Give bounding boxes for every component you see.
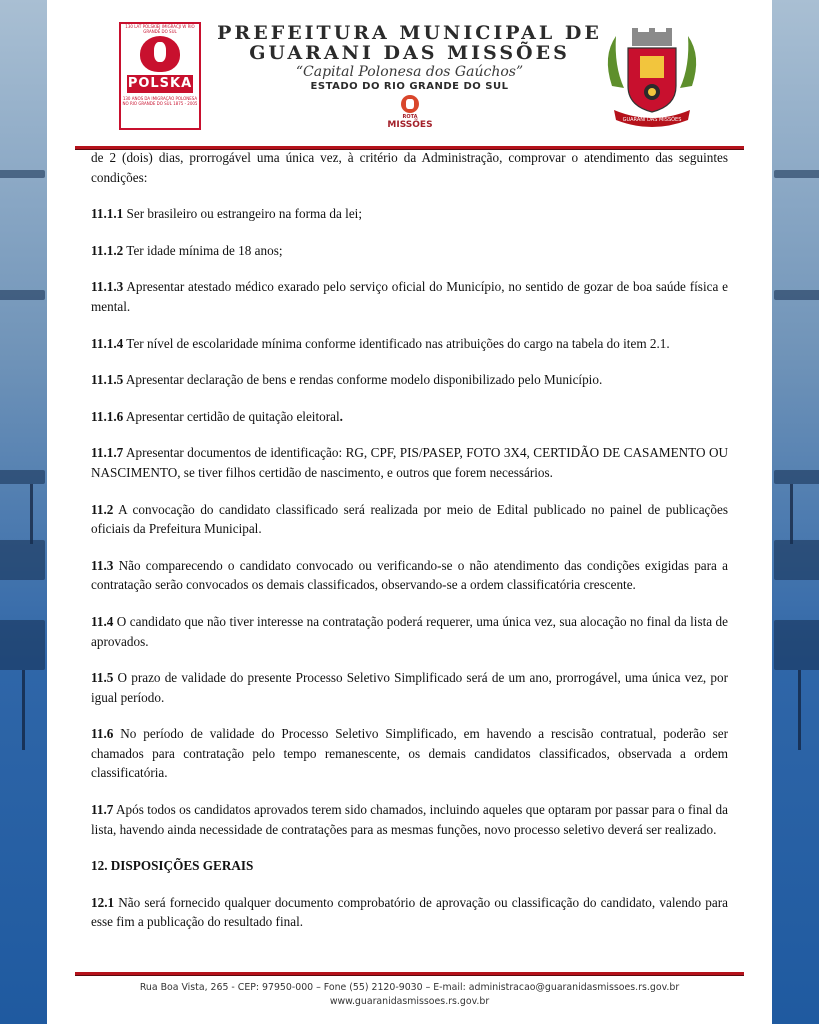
polska-logo-top-text: 130 LAT POLSKIEJ IMIGRACJI W RIO GRANDE DO SUL — [125, 24, 195, 34]
clause-number: 11.1.1 — [91, 206, 124, 222]
document-page — [47, 0, 772, 1024]
clause-11-1-2 — [91, 241, 728, 261]
clause-11-1-6 — [91, 407, 728, 427]
clause-number: 12.1 — [91, 894, 115, 910]
rota-logo-big-text: MISSÕES — [387, 120, 433, 130]
clause-11-3 — [91, 556, 728, 595]
clause-number: 11.5 — [91, 670, 114, 686]
footer-address: Rua Boa Vista, 265 - CEP: 97950-000 – Fone (55) 2120-9030 – E-mail: administracao@guaranidasmissoes.rs.gov.br — [139, 982, 680, 993]
clause-number: 11.2 — [91, 501, 114, 517]
clause-11-1-1 — [91, 204, 728, 224]
municipality-title-line2: GUARANI DAS MISSÕES — [249, 42, 570, 64]
clause-text: Apresentar declaração de bens e rendas conforme modelo disponibilizado pelo Município. — [123, 372, 603, 388]
background-left-panel — [0, 0, 47, 1024]
clause-number: 11.1.2 — [91, 242, 124, 258]
clause-number: 11.1.7 — [91, 445, 124, 461]
clause-11-2 — [91, 500, 728, 539]
clause-number: 11.1.4 — [91, 335, 124, 351]
clause-text: Ter idade mínima de 18 anos; — [123, 242, 283, 258]
clause-text: Ser brasileiro ou estrangeiro na forma da lei; — [123, 206, 363, 222]
clause-number: 11.1.5 — [91, 372, 124, 388]
clause-text: O prazo de validade do presente Processo Seletivo Simplificado será de um ano, prorrogável, uma única vez, por igual período. — [91, 670, 728, 705]
intro-paragraph: de 2 (dois) dias, prorrogável uma única vez, à critério da Administração, comprovar o atendimento das seguintes condições: — [91, 150, 728, 185]
clause-text: Apresentar documentos de identificação: RG, CPF, PIS/PASEP, FOTO 3X4, CERTIDÃO DE CASAMENTO OU NASCIMENTO, se tiver filhos certidão de nascimento, e outros que forem necessários. — [91, 445, 728, 480]
clause-11-5 — [91, 668, 728, 707]
clause-text: O candidato que não tiver interesse na contratação poderá requerer, uma única vez, sua alocação no final da lista de aprovados. — [91, 613, 728, 649]
clause-11-7 — [91, 800, 728, 839]
clause-number: 11.1.6 — [91, 408, 124, 424]
letterhead — [47, 0, 772, 148]
rota-logo-small-text: ROTA — [402, 114, 418, 120]
municipality-title-line1: PREFEITURA MUNICIPAL DE — [217, 22, 602, 44]
section-heading — [91, 856, 728, 876]
coat-of-arms-icon — [602, 26, 702, 130]
rota-missoes-logo — [385, 95, 435, 133]
background-right-panel — [772, 0, 819, 1024]
clause-text: Apresentar atestado médico exarado pelo serviço oficial do Município, no sentido de gozar de boa saúde física e mental. — [91, 279, 728, 314]
coat-of-arms-text: GUARANI DAS MISSÕES — [622, 117, 682, 123]
clause-text: Não comparecendo o candidato convocado ou verificando-se o não atendimento das condições exigidas para a contratação serão convocados os demais classificados, observando-se a ordem classificatória crescente. — [91, 557, 728, 593]
clause-12-1 — [91, 893, 728, 932]
clause-11-1-3 — [91, 277, 728, 316]
clause-number: 11.6 — [91, 726, 114, 742]
clause-11-6 — [91, 724, 728, 783]
clause-number: 11.3 — [91, 557, 114, 573]
clause-11-1-4 — [91, 334, 728, 354]
clause-11-1-7 — [91, 443, 728, 482]
clause-number: 11.1.3 — [91, 279, 124, 295]
clause-number: 11.4 — [91, 613, 114, 629]
clause-11-1-5 — [91, 370, 728, 390]
polska-logo-bottom-text: 130 ANOS DA IMIGRAÇÃO POLONESA NO RIO GRANDE DO SUL 1875 - 2005 — [122, 96, 198, 106]
clause-text: No período de validade do Processo Seletivo Simplificado, em havendo a rescisão contratual, poderão ser chamados para contratação pelo tempo remanescente, os demais candidatos classificados, observada a ordem classificatória. — [91, 726, 728, 781]
document-body — [91, 148, 728, 949]
clause-number: 11.7 — [91, 802, 114, 818]
clause-11-4 — [91, 612, 728, 651]
clause-text: Não será fornecido qualquer documento comprobatório de aprovação ou classificação do candidato, valendo para esse fim a publicação do resultado final. — [91, 894, 728, 930]
clause-text: A convocação do candidato classificado será realizada por meio de Edital publicado no painel de publicações oficiais da Prefeitura Municipal. — [91, 501, 728, 537]
state-name: ESTADO DO RIO GRANDE DO SUL — [310, 81, 509, 92]
rota-missoes-icon — [401, 95, 419, 113]
clause-text: Após todos os candidatos aprovados terem sido chamados, incluindo aqueles que optaram por passar para o final da lista, havendo ainda necessidade de contratações para as mesmas funções, novo processo seletivo deverá ser realizado. — [91, 802, 728, 837]
clause-text: Ter nível de escolaridade mínima conforme identificado nas atribuições do cargo na tabela do item 2.1. — [123, 335, 670, 351]
polska-logo-word: POLSKA — [127, 76, 193, 91]
footer-website: www.guaranidasmissoes.rs.gov.br — [329, 996, 490, 1007]
footer-divider — [75, 972, 744, 976]
municipality-slogan: “Capital Polonesa dos Gaúchos” — [295, 64, 524, 80]
section-heading-text: 12. DISPOSIÇÕES GERAIS — [91, 858, 254, 874]
clause-suffix: . — [339, 408, 343, 424]
clause-text: Apresentar certidão de quitação eleitoral — [123, 408, 340, 424]
